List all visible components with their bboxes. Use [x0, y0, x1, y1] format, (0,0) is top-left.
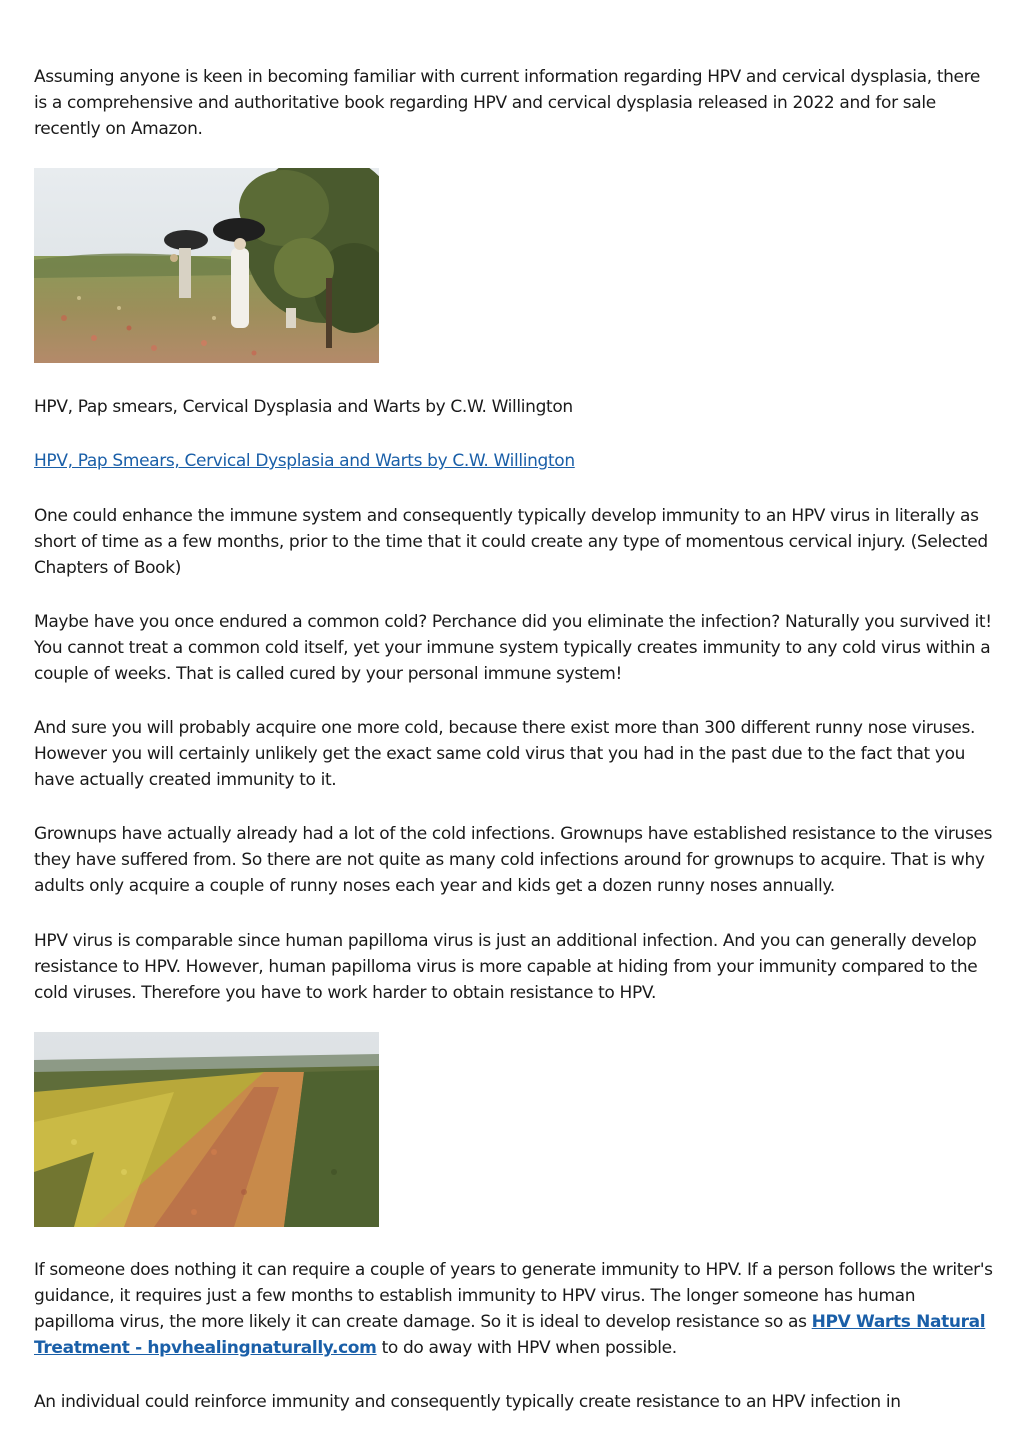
painting-meadow-parasol-icon [34, 168, 379, 363]
paragraph-hpv-comparable: HPV virus is comparable since human papilloma virus is just an additional infection. And you can generally develop resistance to HPV. However, human papilloma virus is more capable at hiding from your immunity compared to the cold viruses. Therefore you have to work harder to obtain resistance to HPV. [34, 931, 978, 1003]
paragraph-does-nothing-start: If someone does nothing it can require a couple of years to generate immunity to HPV. If a person follows the writer's guidance, it requires just a few months to establish immunity to HPV virus. The longer someone has human papilloma virus, the more likely it can create damage. So it is ideal to develop resistance so as [34, 1260, 993, 1332]
paragraph-immune-enhance: One could enhance the immune system and consequently typically develop immunity to an HPV virus in literally as short of time as a few months, prior to the time that it could create any type of momentous cervical injury. (Selected Chapters of Book) [34, 506, 988, 578]
book-amazon-link[interactable]: HPV, Pap Smears, Cervical Dysplasia and Warts by C.W. Willington [34, 451, 575, 471]
hpv-warts-treatment-link[interactable]: HPV Warts Natural Treatment - hpvhealingnaturally.com [34, 1312, 986, 1358]
paragraph-another-cold: And sure you will probably acquire one more cold, because there exist more than 300 different runny nose viruses. However you will certainly unlikely get the exact same cold virus that you had in the past due to the fact that you have actually created immunity to it. [34, 718, 976, 790]
painting-yellow-field-image [34, 1032, 379, 1227]
paragraph-does-nothing-end: to do away with HPV when possible. [376, 1338, 677, 1358]
paragraph-common-cold: Maybe have you once endured a common cold? Perchance did you eliminate the infection? Naturally you survived it! You cannot treat a common cold itself, yet your immune system typically creates immunity to any cold virus within a couple of weeks. That is called cured by your personal immune system! [34, 612, 992, 684]
book-link-line [34, 448, 994, 474]
book-title-text: HPV, Pap smears, Cervical Dysplasia and Warts by C.W. Willington [34, 397, 573, 417]
paragraph-grownups: Grownups have actually already had a lot of the cold infections. Grownups have established resistance to the viruses they have suffered from. So there are not quite as many cold infections around for grownups to acquire. That is why adults only acquire a couple of runny noses each year and kids get a dozen runny noses annually. [34, 824, 993, 896]
paragraph-reinforce-immunity: An individual could reinforce immunity and consequently typically create resistance to an HPV infection in [34, 1392, 901, 1412]
intro-paragraph: Assuming anyone is keen in becoming familiar with current information regarding HPV and cervical dysplasia, there is a comprehensive and authoritative book regarding HPV and cervical dysplasia released in 2022 and for sale recently on Amazon. [34, 67, 981, 139]
painting-meadow-parasol-image [34, 168, 379, 363]
paragraph-does-nothing [34, 1257, 994, 1361]
painting-yellow-field-icon [34, 1032, 379, 1227]
